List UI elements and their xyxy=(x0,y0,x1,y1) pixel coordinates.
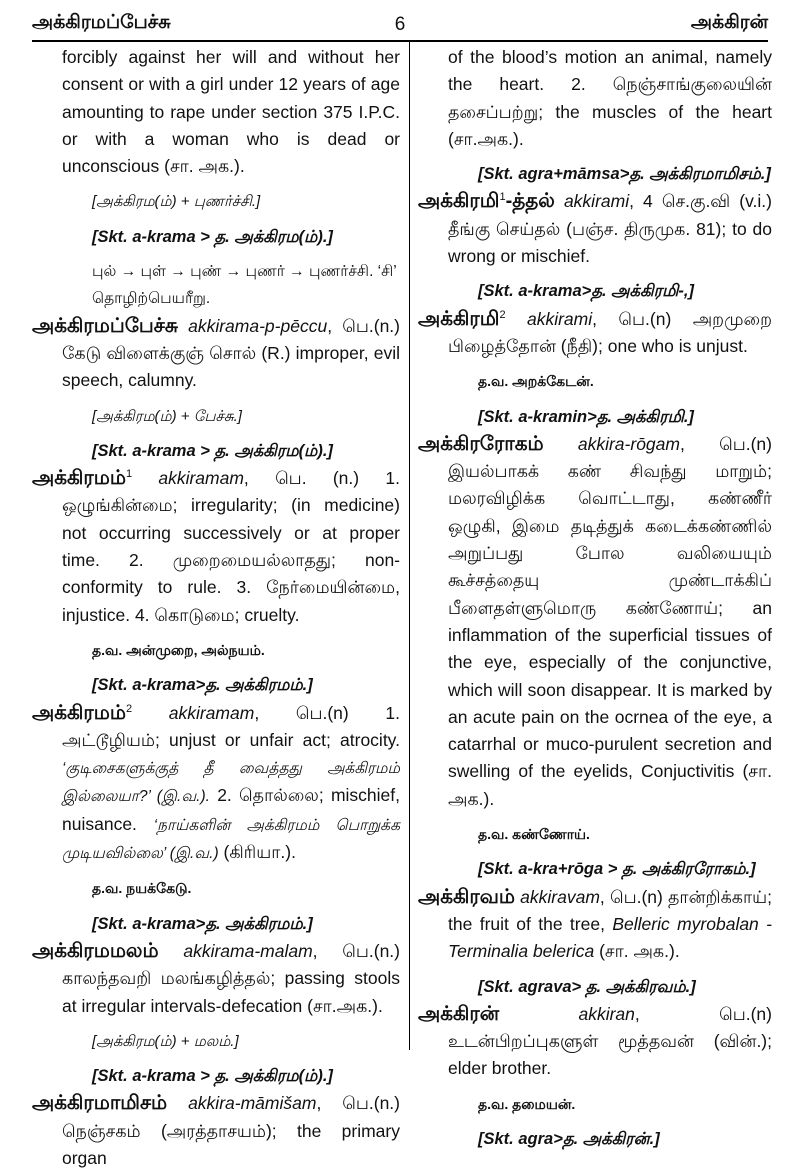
tamil-equivalent: த.வ. நயக்கேடு. xyxy=(92,880,192,897)
etymology: [அக்கிரம(ம்) + பேச்சு.] xyxy=(92,407,242,425)
header-left-guideword: அக்கிரமப்பேச்சு xyxy=(32,12,171,33)
etymology: [அக்கிரம(ம்) + மலம்.] xyxy=(92,1032,239,1050)
entry-akkirama-p-peccu: அக்கிரமப்பேச்சு akkirama-p-pēccu, பெ.(n.) கேடு விளைக்குஞ் சொல் (R.) improper, evil speech, calumny. xyxy=(32,314,400,391)
sanskrit-origin: [Skt. a-krama > த. அக்கிரம(ம்).] xyxy=(92,227,333,246)
right-column xyxy=(418,44,772,1153)
entry-akkiran: அக்கிரன் akkiran, பெ.(n) உடன்பிறப்புகளுள் மூத்தவன் (வின்.); elder brother. xyxy=(418,1002,772,1079)
entry-akkirami-2: அக்கிரமி$^2$ akkirami, பெ.(n) அறமுறை பிழைத்தோன் (நீதி); one who is unjust. xyxy=(418,307,772,356)
sanskrit-origin: [Skt. a-kra+rōga > த. அக்கிரரோகம்.] xyxy=(478,860,756,879)
entry-akkirami-ttal: அக்கிரமி$^1$-த்தல் akkirami, 4 செ.கு.வி (v.i.) தீங்கு செய்தல் (பஞ்ச. திருமுக. 81); to do wrong or mischief. xyxy=(418,190,772,267)
entry-akkira-mamisam: அக்கிரமாமிசம் akkira-māmišam, பெ.(n.) நெஞ்சகம் (அரத்தாசயம்); the primary organ xyxy=(32,1092,400,1168)
tamil-equivalent: த.வ. தமையன். xyxy=(478,1095,576,1112)
page-number: 6 xyxy=(394,14,406,35)
sanskrit-origin: [Skt. agra>த. அக்கிரன்.] xyxy=(478,1129,660,1148)
page-header xyxy=(32,8,768,36)
sanskrit-origin: [Skt. a-krama > த. அக்கிரம(ம்).] xyxy=(92,1067,333,1086)
etymology: [அக்கிரம(ம்) + புணர்ச்சி.] xyxy=(92,193,261,211)
column-divider xyxy=(409,40,410,1050)
continued-text: forcibly against her will and without her consent or with a girl under 12 years of age amounting to rape under section 375 I.P.C. or with a woman who is dead or unconscious (சா. அக.). xyxy=(62,47,400,177)
entry-akkiramam-1: அக்கிரமம்$^1$ akkiramam, பெ. (n.) 1. ஒழுங்கின்மை; irregularity; (in medicine) not occurring successively or at proper time. 2. முறைமையல்லாதது; non-conformity to rule. 3. நேர்மையின்மை, injustice. 4. கொடுமை; cruelty. xyxy=(32,467,400,625)
entry-akkiravam: அக்கிரவம் akkiravam, பெ.(n) தான்றிக்காய்; the fruit of the tree, Belleric myrobalan - Terminalia belerica (சா. அக.). xyxy=(418,885,772,962)
sanskrit-origin: [Skt. a-krama>த. அக்கிரமம்.] xyxy=(92,676,313,695)
tamil-equivalent: த.வ. அன்முறை, அல்நயம். xyxy=(92,641,265,658)
sanskrit-origin: [Skt. a-kramin>த. அக்கிரமி.] xyxy=(478,407,694,426)
continued-text: of the blood’s motion an animal, namely the heart. 2. நெஞ்சாங்குலையின் தசைப்பற்று; the muscles of the heart (சா.அக.). xyxy=(448,47,772,149)
entry-akkirama-malam: அக்கிரமமலம் akkirama-malam, பெ.(n.) காலந்தவறி மலங்கழித்தல்; passing stools at irregular intervals-defecation (சா.அக.). xyxy=(32,939,400,1016)
entry-akkira-rogam: அக்கிரரோகம் akkira-rōgam, பெ.(n) இயல்பாகக் கண் சிவந்து மாறும்; மலரவிழிக்க வொட்டாது, கண்ணீர் ஒழுகி, இமை தடித்துக் கடைக்கண்ணில் அறுப்பது போல வலியையும் கூச்சத்தையு முண்டாக்கிப் பீளைதள்ளுமொரு கண்ணோய்; an inflammation of the superficial tissues of the eye, especially of the conjunctive, which will soon disappear. It is marked by an acute pain on the ocrnea of the eye, a catarrhal or muco-purulent secretion and swelling of the eyelids, Conjuctivitis (சா. அக.). xyxy=(418,432,772,809)
sanskrit-origin: [Skt. agra+māmsa>த. அக்கிரமாமிசம்.] xyxy=(478,165,771,184)
header-right-guideword: அக்கிரன் xyxy=(690,12,768,33)
header-rule xyxy=(32,40,768,42)
derivation-note: புல் → புள் → புண் → புணர் → புணர்ச்சி. ‘சி’ தொழிற்பெயரீறு. xyxy=(92,263,397,308)
tamil-equivalent: த.வ. கண்ணோய். xyxy=(478,826,590,843)
sanskrit-origin: [Skt. a-krama>த. அக்கிரமம்.] xyxy=(92,914,313,933)
entry-akkiramam-2: அக்கிரமம்$^2$ akkiramam, பெ.(n) 1. அட்டூழியம்; unjust or unfair act; atrocity. ‘குடிசைகளுக்குத் தீ வைத்தது அக்கிரமம் இல்லையா?’ (இ.வ.). 2. தொல்லை; mischief, nuisance. ‘நாய்களின் அக்கிரமம் பொறுக்க முடியவில்லை’ (இ.வ.) (கிரியா.). xyxy=(32,701,400,863)
tamil-equivalent: த.வ. அறக்கேடன். xyxy=(478,373,594,390)
left-column xyxy=(32,44,400,1172)
sanskrit-origin: [Skt. a-krama>த. அக்கிரமி-,] xyxy=(478,282,694,301)
sanskrit-origin: [Skt. agrava> த. அக்கிரவம்.] xyxy=(478,977,696,996)
sanskrit-origin: [Skt. a-krama > த. அக்கிரம(ம்).] xyxy=(92,441,333,460)
